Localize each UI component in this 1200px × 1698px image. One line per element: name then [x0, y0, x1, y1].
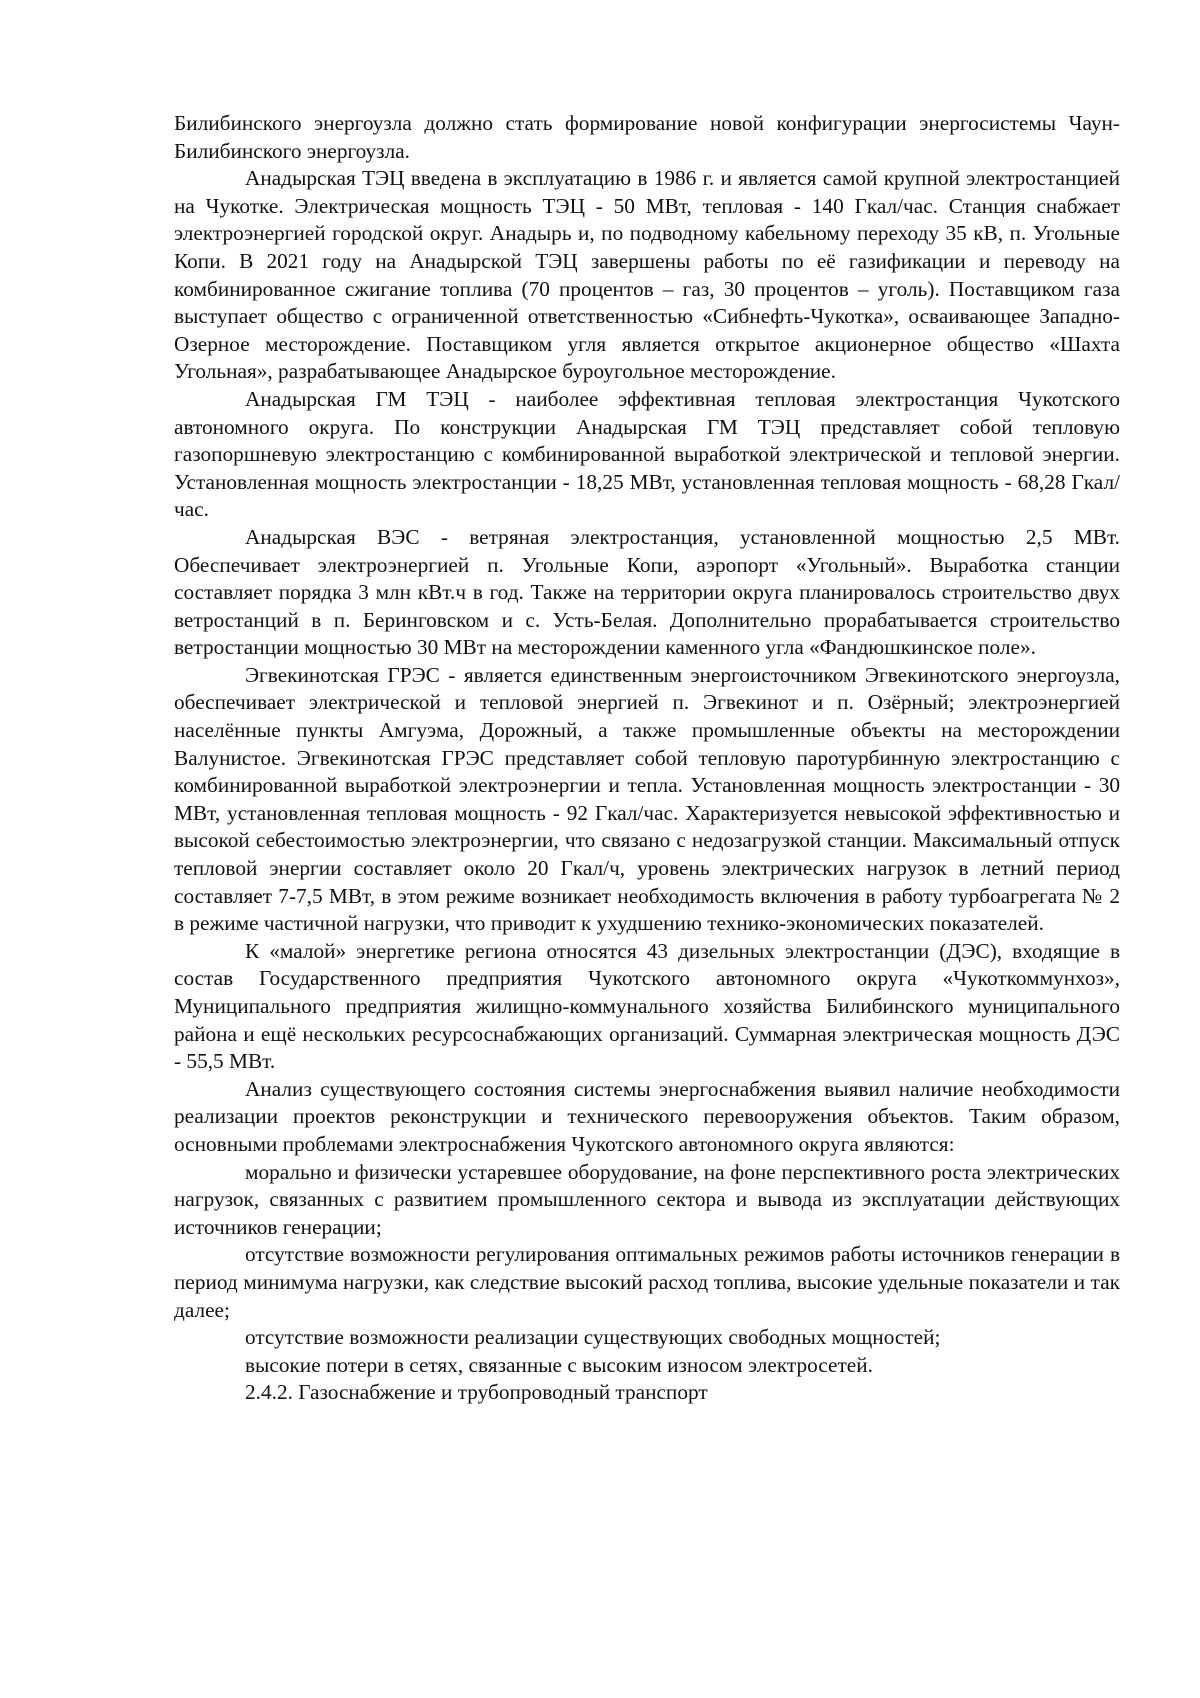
problem-item-free-capacity: отсутствие возможности реализации существующих свободных мощностей; [245, 1325, 941, 1350]
problem-item-regulation: отсутствие возможности регулирования оптимальных режимов работы источников генерации в период минимума нагрузки, как следствие высокий расход топлива, высокие удельные показатели и так далее; [174, 1242, 1120, 1322]
section-heading: 2.4.2. Газоснабжение и трубопроводный транспорт [245, 1380, 708, 1405]
paragraph-continuation: Билибинского энергоузла должно стать формирование новой конфигурации энергосистемы Чаун-Билибинского энергоузла. [174, 111, 1120, 163]
paragraph-anadyr-tec: Анадырская ТЭЦ введена в эксплуатацию в 1986 г. и является самой крупной электростанцией на Чукотке. Электрическая мощность ТЭЦ - 50 МВт, тепловая - 140 Гкал/час. Станция снабжает электроэнергией городской округ. Анадырь и, по подводному кабельному переходу 35 кВ, п. Угольные Копи. В 2021 году на Анадырской ТЭЦ завершены работы по её газификации и переводу на комбинированное сжигание топлива (70 процентов – газ, 30 процентов – уголь). Поставщиком газа выступает общество с ограниченной ответственностью «Сибнефть-Чукотка», осваивающее Западно-Озерное месторождение. Поставщиком угля является открытое акционерное общество «Шахта Угольная», разрабатывающее Анадырское буроугольное месторождение. [174, 166, 1120, 384]
paragraph-anadyr-ves: Анадырская ВЭС - ветряная электростанция, установленной мощностью 2,5 МВт. Обеспечивает электроэнергией п. Угольные Копи, аэропорт «Угольный». Выработка станции составляет порядка 3 млн кВт.ч в год. Также на территории округа планировалось строительство двух ветростанций в п. Беринговском и с. Усть-Белая. Дополнительно прорабатывается строительство ветростанции мощностью 30 МВт на месторождении каменного угла «Фандюшкинское поле». [174, 524, 1120, 660]
problem-item-outdated-equipment: морально и физически устаревшее оборудование, на фоне перспективного роста электрических нагрузок, связанных с развитием промышленного сектора и вывода из эксплуатации действующих источников генерации; [174, 1159, 1120, 1239]
paragraph-small-energy: К «малой» энергетике региона относятся 43 дизельных электростанции (ДЭС), входящие в состав Государственного предприятия Чукотского автономного округа «Чукоткоммунхоз», Муниципального предприятия жилищно-коммунального хозяйства Билибинского муниципального района и ещё нескольких ресурсоснабжающих организаций. Суммарная электрическая мощность ДЭС - 55,5 МВт. [174, 938, 1120, 1074]
paragraph-egvekinot-gres: Эгвекинотская ГРЭС - является единственным энергоисточником Эгвекинотского энергоузла, обеспечивает электрической и тепловой энергией п. Эгвекинот и п. Озёрный; электроэнергией населённые пункты Амгуэма, Дорожный, а также промышленные объекты на месторождении Валунистое. Эгвекинотская ГРЭС представляет собой тепловую паротурбинную электростанцию с комбинированной выработкой электроэнергии и тепла. Установленная мощность электростанции - 30 МВт, установленная тепловая мощность - 92 Гкал/час. Характеризуется невысокой эффективностью и высокой себестоимостью электроэнергии, что связано с недозагрузкой станции. Максимальный отпуск тепловой энергии составляет около 20 Гкал/ч, уровень электрических нагрузок в летний период составляет 7-7,5 МВт, в этом режиме возникает необходимость включения в работу турбоагрегата № 2 в режиме частичной нагрузки, что приводит к ухудшению технико-экономических показателей. [174, 662, 1120, 936]
paragraph-anadyr-gm-tec: Анадырская ГМ ТЭЦ - наиболее эффективная тепловая электростанция Чукотского автономного округа. По конструкции Анадырская ГМ ТЭЦ представляет собой тепловую газопоршневую электростанцию с комбинированной выработкой электрической и тепловой энергии. Установленная мощность электростанции - 18,25 МВт, установленная тепловая мощность - 68,28 Гкал/час. [174, 386, 1120, 522]
document-body [174, 110, 1120, 1407]
paragraph-analysis: Анализ существующего состояния системы энергоснабжения выявил наличие необходимости реализации проектов реконструкции и технического перевооружения объектов. Таким образом, основными проблемами электроснабжения Чукотского автономного округа являются: [174, 1076, 1120, 1156]
problem-item-network-losses: высокие потери в сетях, связанные с высоким износом электросетей. [245, 1352, 873, 1377]
